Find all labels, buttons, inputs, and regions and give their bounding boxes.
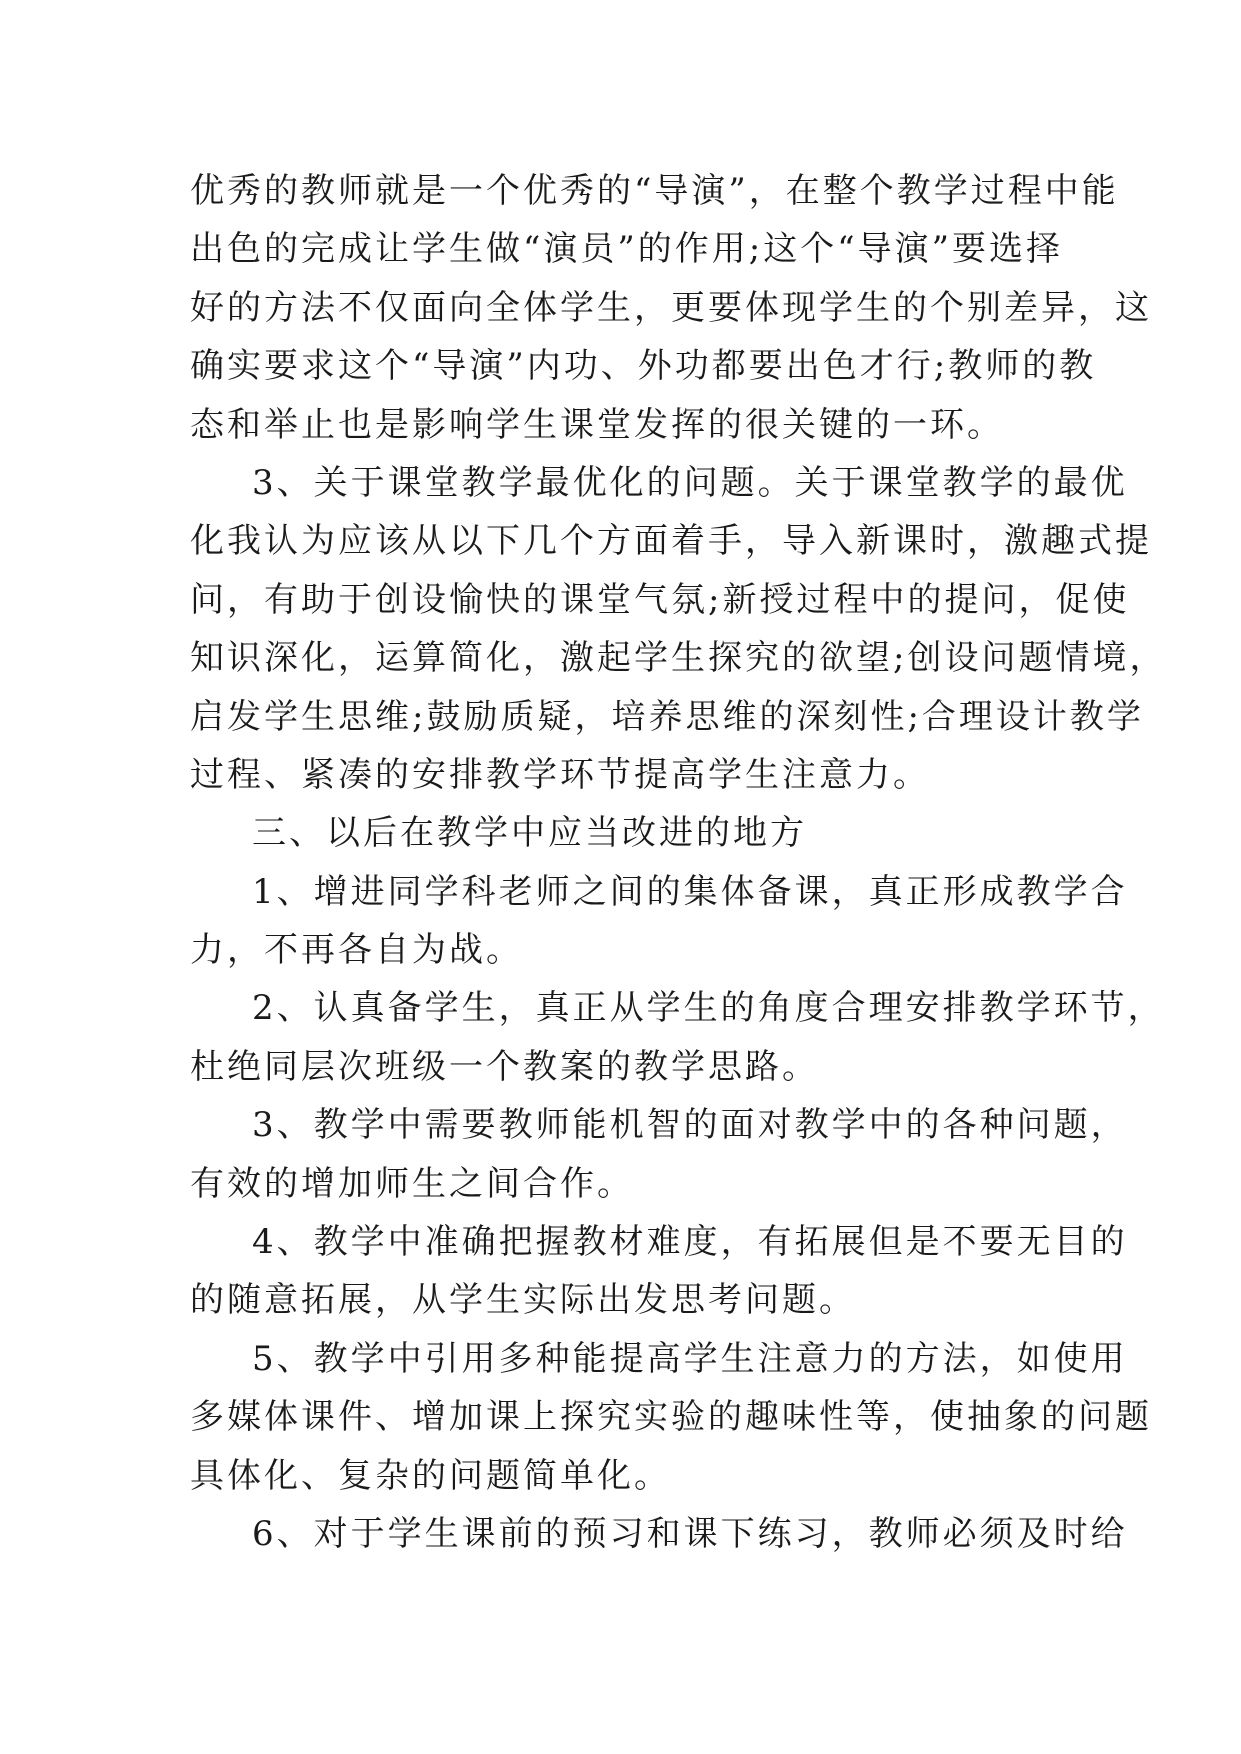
text-line: 启发学生思维;鼓励质疑，培养思维的深刻性;合理设计教学 xyxy=(190,696,1144,737)
paragraph-start-line: 1、增进同学科老师之间的集体备课，真正形成教学合 xyxy=(252,871,1128,912)
section-heading: 三、以后在教学中应当改进的地方 xyxy=(252,813,807,854)
text-line: 杜绝同层次班级一个教案的教学思路。 xyxy=(190,1046,819,1087)
text-line: 知识深化，运算简化，激起学生探究的欲望;创设问题情境， xyxy=(190,638,1167,679)
text-line: 出色的完成让学生做“演员”的作用;这个“导演”要选择 xyxy=(190,229,1063,270)
text-line: 的随意拓展，从学生实际出发思考问题。 xyxy=(190,1280,856,1321)
paragraph-start-line: 5、教学中引用多种能提高学生注意力的方法，如使用 xyxy=(252,1338,1128,1379)
paragraph-start-line: 2、认真备学生，真正从学生的角度合理安排教学环节， xyxy=(252,988,1165,1029)
text-line: 确实要求这个“导演”内功、外功都要出色才行;教师的教 xyxy=(190,346,1097,387)
text-line: 具体化、复杂的问题简单化。 xyxy=(190,1455,671,1496)
body-text xyxy=(190,162,1167,1563)
text-line: 化我认为应该从以下几个方面着手，导入新课时，激趣式提 xyxy=(190,521,1152,562)
text-line: 问，有助于创设愉快的课堂气氛;新授过程中的提问，促使 xyxy=(190,579,1130,620)
paragraph-start-line: 3、教学中需要教师能机智的面对教学中的各种问题， xyxy=(252,1105,1128,1146)
text-line: 力，不再各自为战。 xyxy=(190,930,523,971)
paragraph-start-line: 3、关于课堂教学最优化的问题。关于课堂教学的最优 xyxy=(252,462,1128,503)
text-line: 多媒体课件、增加课上探究实验的趣味性等，使抽象的问题 xyxy=(190,1397,1152,1438)
text-line: 好的方法不仅面向全体学生，更要体现学生的个别差异，这 xyxy=(190,287,1152,328)
paragraph-start-line: 4、教学中准确把握教材难度，有拓展但是不要无目的 xyxy=(252,1222,1128,1263)
text-line: 优秀的教师就是一个优秀的“导演”，在整个教学过程中能 xyxy=(190,171,1119,211)
text-line: 有效的增加师生之间合作。 xyxy=(190,1163,634,1204)
text-line: 态和举止也是影响学生课堂发挥的很关键的一环。 xyxy=(190,404,1004,445)
paragraph-start-line: 6、对于学生课前的预习和课下练习，教师必须及时给 xyxy=(252,1513,1128,1554)
text-line: 过程、紧凑的安排教学环节提高学生注意力。 xyxy=(190,754,930,795)
